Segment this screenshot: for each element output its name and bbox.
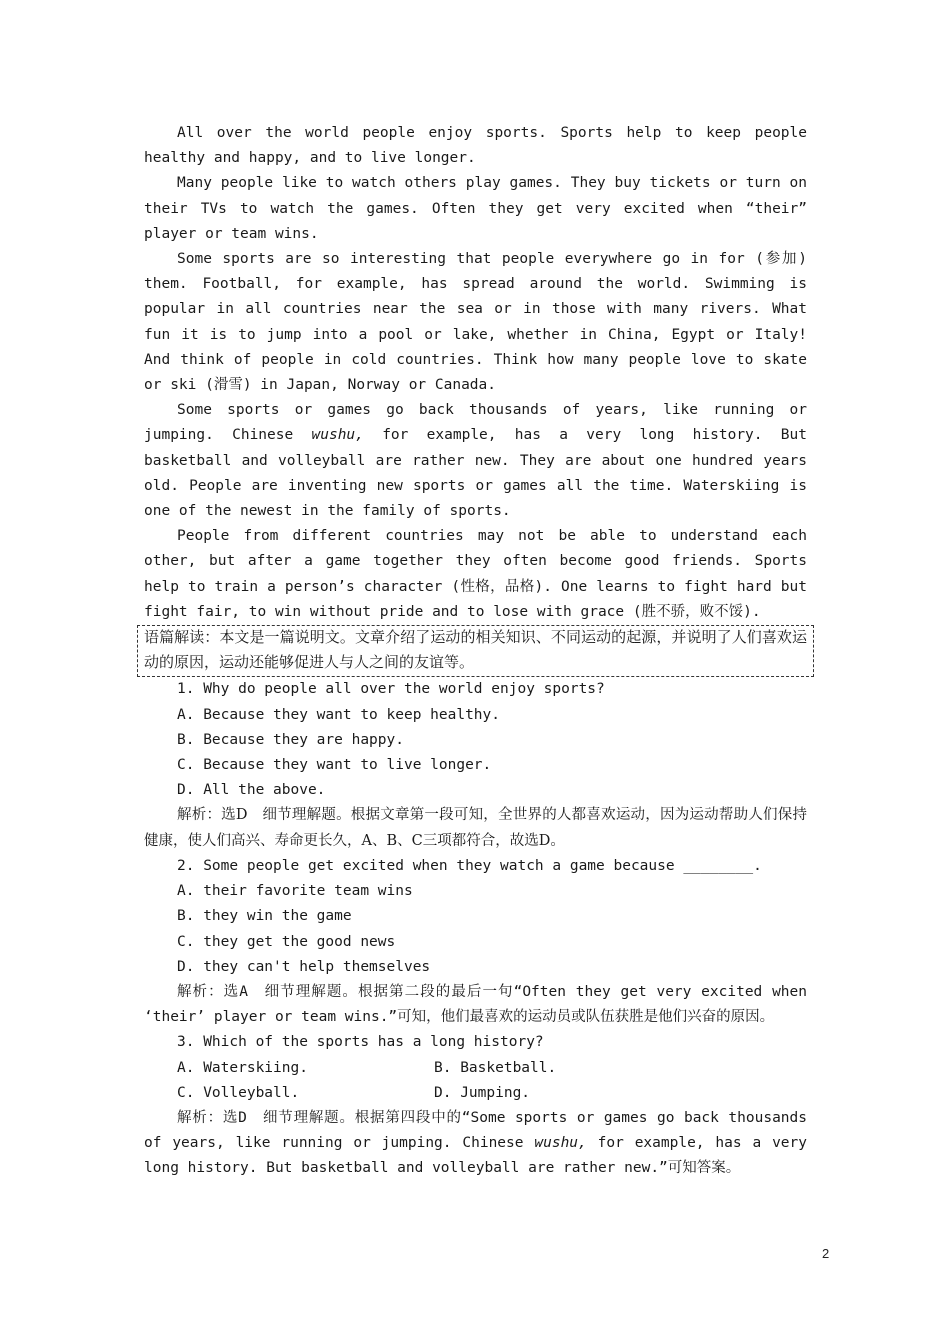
question-3-options-row-2 (144, 1081, 807, 1106)
question-1-option-d: D. All the above. (177, 782, 326, 799)
passage-paragraph-4-italic: wushu, (311, 427, 364, 444)
question-3-option-c: C. Volleyball. (177, 1084, 300, 1101)
question-3-options-row-1 (144, 1056, 807, 1081)
question-2-stem: 2. Some people get excited when they watch a game because ________. (177, 857, 762, 874)
question-1-analysis: 解析：选D 细节理解题。根据文章第一段可知，全世界的人都喜欢运动，因为运动帮助人们保持健康，使人们高兴、寿命更长久，A、B、C三项都符合，故选D。 (144, 807, 807, 849)
question-1-stem: 1. Why do people all over the world enjoy sports? (177, 681, 605, 698)
passage-paragraph-4-text-b: for example, has a very long history. But basketball and volleyball are rather new. They are about one hundred years old. People are inventing new sports or games all the time. Waterskiing is one of the newest in the family of sports. (144, 427, 807, 520)
page-number: 2 (822, 1246, 830, 1261)
question-3-analysis-text-a: 解析：选D 细节理解题。根据第四段中的“Some sports or games go back thousands of years, like running or jumping. Chinese (144, 1109, 807, 1152)
question-1-option-a: A. Because they want to keep healthy. (177, 706, 501, 723)
question-3-option-d: D. Jumping. (434, 1084, 531, 1101)
question-1-option-c: C. Because they want to live longer. (177, 757, 492, 774)
question-2-option-c: C. they get the good news (177, 933, 396, 950)
passage-paragraph-5: People from different countries may not be able to understand each other, but after a game together they often become good friends. Sports help to train a person’s character (性格，品格). One learns to fight hard but fight fair, to win without pride and to lose with grace (胜不骄，败不馁). (144, 528, 807, 620)
question-3-analysis-text-b: for example, has a very long history. But basketball and volleyball are rather new.”可知答案。 (144, 1135, 807, 1177)
passage-paragraph-3: Some sports are so interesting that people everywhere go in for (参加) them. Football, for example, has spread around the world. Swimming is popular in all countries near the sea or in those with many rivers. What fun it is to jump into a pool or lake, whether in China, Egypt or Italy! And think of people in cold countries. Think how many people love to skate or ski (滑雪) in Japan, Norway or Canada. (144, 251, 807, 394)
summary-box (137, 625, 814, 677)
page-content (144, 121, 807, 1182)
summary-box-bottom-border (137, 676, 814, 677)
summary-text: 语篇解读：本文是一篇说明文。文章介绍了运动的相关知识、不同运动的起源，并说明了人们喜欢运动的原因，运动还能够促进人与人之间的友谊等。 (144, 628, 807, 672)
question-3-option-b: B. Basketball. (434, 1059, 557, 1076)
passage-paragraph-4-text-a: Some sports or games go back thousands of years, like running or jumping. Chinese (144, 402, 807, 444)
question-2-option-d: D. they can't help themselves (177, 958, 431, 975)
summary-box-top-border (137, 625, 814, 626)
question-3-option-a: A. Waterskiing. (177, 1059, 308, 1076)
question-1-option-b: B. Because they are happy. (177, 731, 404, 748)
passage-paragraph-2: Many people like to watch others play games. They buy tickets or turn on their TVs to watch the games. Often they get very excited when “their” player or team wins. (144, 175, 807, 242)
summary-box-left-border (137, 625, 138, 677)
question-2-option-b: B. they win the game (177, 908, 352, 925)
question-3-analysis-italic: wushu, (534, 1135, 587, 1152)
passage-paragraph-4 (144, 398, 807, 524)
question-3-stem: 3. Which of the sports has a long history? (177, 1034, 544, 1051)
summary-box-right-border (813, 625, 814, 677)
question-3-analysis (144, 1106, 807, 1182)
question-2-option-a: A. their favorite team wins (177, 883, 413, 900)
question-2-analysis: 解析：选A 细节理解题。根据第二段的最后一句“Often they get very excited when ‘their’ player or team wins.”可知，他们最喜欢的运动员或队伍获胜是他们兴奋的原因。 (144, 983, 807, 1026)
passage-paragraph-1: All over the world people enjoy sports. Sports help to keep people healthy and happy, and to live longer. (144, 125, 807, 167)
